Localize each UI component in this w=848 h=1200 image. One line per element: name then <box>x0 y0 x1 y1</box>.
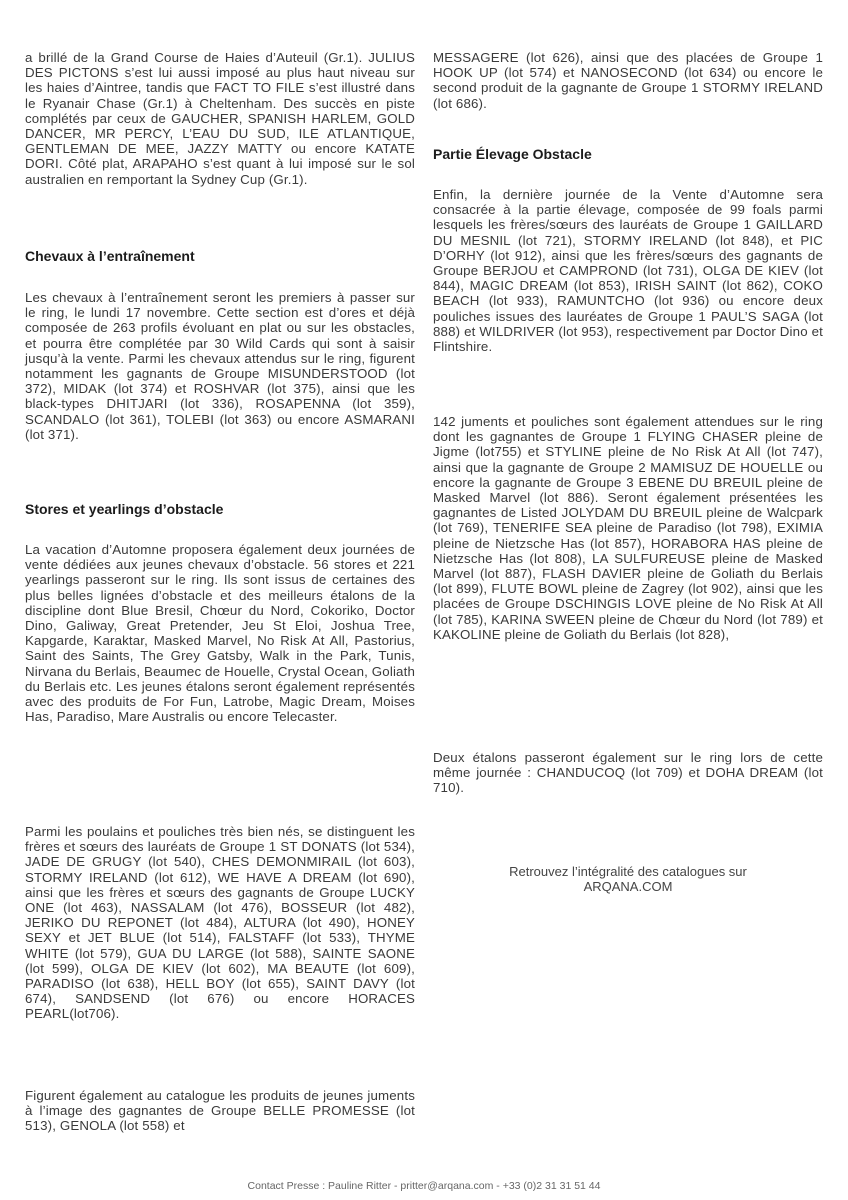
paragraph-continuation: MESSAGERE (lot 626), ainsi que des placées de Groupe 1 HOOK UP (lot 574) et NANOSECOND (lot 634) ou encore le second produit de la gagnante de Groupe 1 STORMY IRELAND (lot 686). <box>433 50 823 111</box>
heading-stores: Stores et yearlings d’obstacle <box>25 501 224 517</box>
paragraph-young-mares: Figurent également au catalogue les produits de jeunes juments à l’image des gagnantes de Groupe BELLE PROMESSE (lot 513), GENOLA (lot 558) et <box>25 1088 415 1134</box>
heading-breeding: Partie Élevage Obstacle <box>433 146 592 162</box>
callout-text: Retrouvez l’intégralité des catalogues sur <box>509 864 747 879</box>
press-contact-footer: Contact Presse : Pauline Ritter - pritter@arqana.com - +33 (0)2 31 31 51 44 <box>247 1180 601 1192</box>
arqana-link[interactable]: ARQANA.COM <box>583 879 673 894</box>
paragraph-breeding: Enfin, la dernière journée de la Vente d’Automne sera consacrée à la partie élevage, composée de 99 foals parmi lesquels les frères/sœurs des lauréats de Groupe 1 GAILLARD DU MESNIL (lot 721), STORMY IRELAND (lot 848), et PIC D’ORHY (lot 912), ainsi que les frères/sœurs des gagnants de Groupe BERJOU et CAMPROND (lot 731), OLGA DE KIEV (lot 844), MAGIC DREAM (lot 853), IRISH SAINT (lot 862), COKO BEACH (lot 933), RAMUNTCHO (lot 936) ou encore deux pouliches issues des lauréates de Groupe 1 PAUL’S SAGA (lot 888) et WILDRIVER (lot 953), respectivement par Doctor Dino et Flintshire. <box>433 187 823 355</box>
catalogue-callout <box>433 864 823 894</box>
paragraph-training: Les chevaux à l’entraînement seront les premiers à passer sur le ring, le lundi 17 novembre. Cette section est d’ores et déjà composée de 263 profils évoluant en plat ou sur les obstacles, et pourra être complétée par 30 Wild Cards qui sont à saisir jusqu’à la vente. Parmi les chevaux attendus sur le ring, figurent notamment les gagnants de Groupe MISUNDERSTOOD (lot 372), MIDAK (lot 374) et ROSHVAR (lot 375), ainsi que les black-types DHITJARI (lot 336), ROSAPENNA (lot 359), SCANDALO (lot 361), TOLEBI (lot 363) ou encore ASMARANI (lot 371). <box>25 290 415 442</box>
heading-training: Chevaux à l’entraînement <box>25 248 195 264</box>
paragraph-mares: 142 juments et pouliches sont également attendues sur le ring dont les gagnantes de Groupe 1 FLYING CHASER pleine de Jigme (lot755) et STYLINE pleine de No Risk At All (lot 747), ainsi que la gagnante de Groupe 2 MAMISUZ DE HOUELLE ou encore la gagnante de Groupe 3 EBENE DU BREUIL pleine de Masked Marvel (lot 886). Seront également présentées les gagnantes de Listed JOLYDAM DU BREUIL pleine de Walcpark (lot 769), TENERIFE SEA pleine de Paradiso (lot 798), EXIMIA pleine de Nietzsche Has (lot 857), HORABORA HAS pleine de Nietzsche Has (lot 808), LA SULFUREUSE pleine de Masked Marvel (lot 887), FLASH DAVIER pleine de Goliath du Berlais (lot 899), FLUTE BOWL pleine de Zagrey (lot 902), ainsi que les placées de Groupe DSCHINGIS LOVE pleine de No Risk At All (lot 785), KARINA SWEEN pleine de Chœur du Nord (lot 789) et KAKOLINE pleine de Goliath du Berlais (lot 828), <box>433 414 823 642</box>
paragraph-stores: La vacation d’Automne proposera également deux journées de vente dédiées aux jeunes chevaux d’obstacle. 56 stores et 221 yearlings passeront sur le ring. Ils sont issus de certaines des plus belles lignées d’obstacle et des meilleurs étalons de la discipline dont Blue Bresil, Chœur du Nord, Cokoriko, Doctor Dino, Galiway, Great Pretender, Jeu St Eloi, Joshua Tree, Kapgarde, Karaktar, Masked Marvel, No Risk At All, Pastorius, Saint des Saints, The Grey Gatsby, Walk in the Park, Tunis, Nirvana du Berlais, Beaumec de Houelle, Crystal Ocean, Goliath du Berlais etc. Les jeunes étalons seront également représentés avec des produits de For Fun, Latrobe, Magic Dream, Moises Has, Paradiso, Mare Australis ou encore Telecaster. <box>25 542 415 725</box>
paragraph-stallions: Deux étalons passeront également sur le ring lors de cette même journée : CHANDUCOQ (lot 709) et DOHA DREAM (lot 710). <box>433 750 823 796</box>
paragraph-foals: Parmi les poulains et pouliches très bien nés, se distinguent les frères et sœurs des lauréats de Groupe 1 ST DONATS (lot 534), JADE DE GRUGY (lot 540), CHES DEMONMIRAIL (lot 603), STORMY IRELAND (lot 612), WE HAVE A DREAM (lot 690), ainsi que les frères et sœurs des gagnants de Groupe LUCKY ONE (lot 463), NASSALAM (lot 476), BOSSEUR (lot 482), JERIKO DU REPONET (lot 484), ALTURA (lot 490), HONEY SEXY et JET BLUE (lot 514), FALSTAFF (lot 533), THYME WHITE (lot 579), GUA DU LARGE (lot 588), SAINTE SAONE (lot 599), OLGA DE KIEV (lot 602), MA BEAUTE (lot 609), PARADISO (lot 638), HELL BOY (lot 655), SAINT DAVY (lot 674), SANDSEND (lot 676) ou encore HORACES PEARL(lot706). <box>25 824 415 1022</box>
paragraph-results: a brillé de la Grand Course de Haies d’Auteuil (Gr.1). JULIUS DES PICTONS s’est lui aussi imposé au plus haut niveau sur les haies d’Aintree, tandis que FACT TO FILE s’est illustré dans le Ryanair Chase (Gr.1) à Cheltenham. Des succès en piste complétés par ceux de GAUCHER, SPANISH HARLEM, GOLD DANCER, MR PERCY, L’EAU DU SUD, ILE ATLANTIQUE, GENTLEMAN DE MEE, JAZZY MATTY ou encore KATATE DORI. Côté plat, ARAPAHO s’est quant à lui imposé sur le sol australien en remportant la Sydney Cup (Gr.1). <box>25 50 415 187</box>
